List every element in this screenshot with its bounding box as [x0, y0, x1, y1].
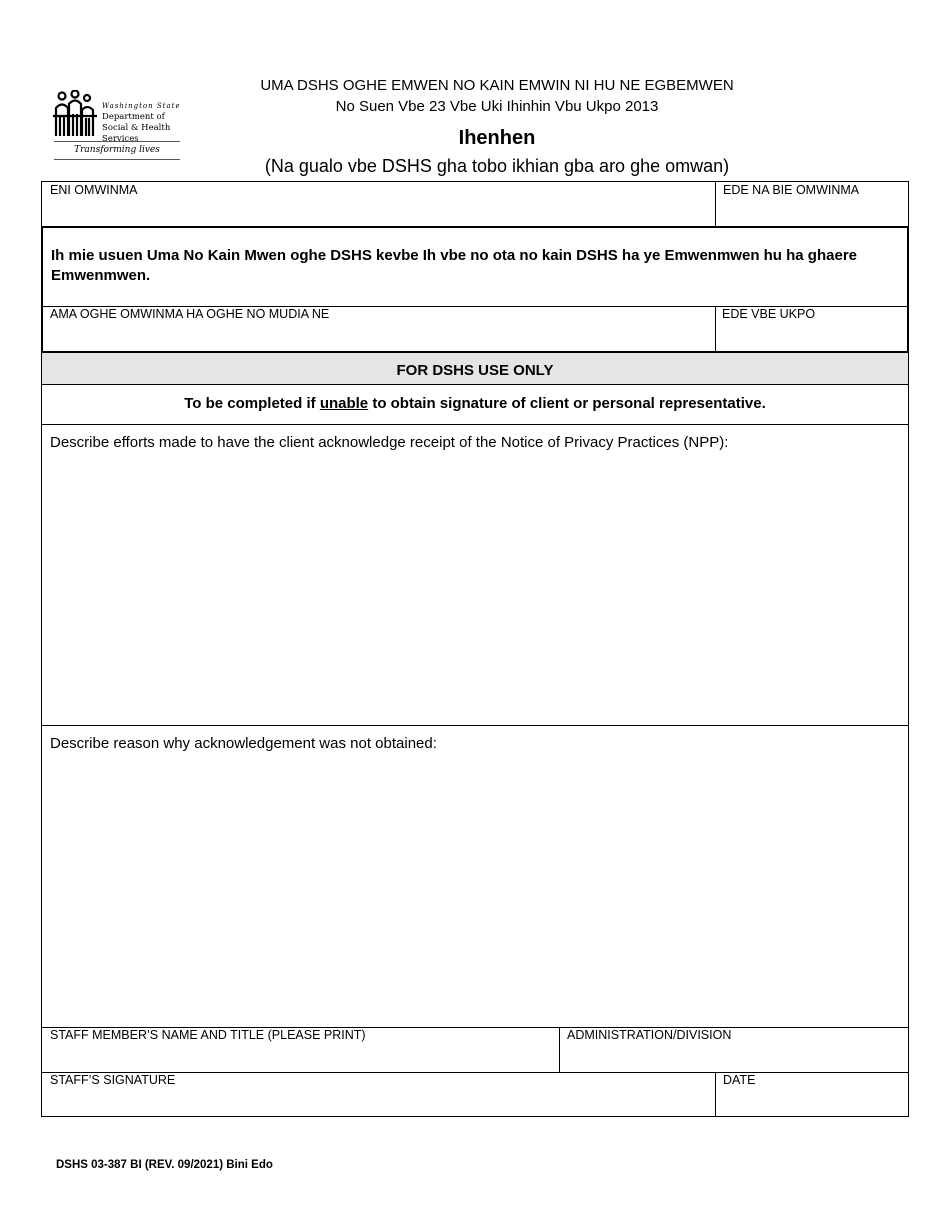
- form-note: (Na gualo vbe DSHS gha tobo ikhian gba aro ghe omwan): [264, 156, 730, 176]
- staff-signature-field[interactable]: [41, 1072, 716, 1117]
- logo-state: Washington State: [102, 102, 181, 110]
- staff-date-label: DATE: [723, 1073, 756, 1087]
- instruction-underlined: unable: [319, 395, 369, 412]
- reason-prompt: Describe reason why acknowledgement was not obtained:: [50, 735, 437, 752]
- instruction-part: To be completed if: [184, 395, 320, 412]
- dshs-use-header: [41, 352, 909, 385]
- signature-label: AMA OGHE OMWINMA HA OGHE NO MUDIA NE: [50, 307, 330, 321]
- admin-division-field[interactable]: [559, 1027, 909, 1073]
- admin-division-label: ADMINISTRATION/DIVISION: [567, 1028, 732, 1042]
- acknowledgement-statement: Ih mie usuen Uma No Kain Mwen oghe DSHS kevbe Ih vbe no ota no kain DSHS ha ye Emwenmwen hu ha ghaere Emwenmwen.: [51, 247, 858, 284]
- birth-date-field[interactable]: [715, 181, 909, 227]
- form-heading: Ihenhen: [458, 127, 536, 149]
- logo-department: Department of Social & Health Services: [102, 112, 171, 144]
- birth-date-label: EDE NA BIE OMWINMA: [723, 183, 860, 197]
- instruction-row: [41, 384, 909, 425]
- efforts-field[interactable]: [41, 424, 909, 726]
- instruction-text: [42, 395, 908, 412]
- client-name-field[interactable]: [41, 181, 716, 227]
- family-logo-icon: [52, 90, 98, 138]
- staff-name-field[interactable]: [41, 1027, 560, 1073]
- form-id: DSHS 03-387 BI (REV. 09/2021) Bini Edo: [56, 1159, 273, 1171]
- dshs-logo: [52, 88, 182, 162]
- dshs-use-heading: FOR DSHS USE ONLY: [396, 362, 554, 379]
- form-subtitle: No Suen Vbe 23 Vbe Uki Ihinhin Vbu Ukpo 2013: [335, 98, 659, 115]
- staff-name-label: STAFF MEMBER’S NAME AND TITLE (PLEASE PRINT): [50, 1028, 366, 1042]
- efforts-prompt: Describe efforts made to have the client acknowledge receipt of the Notice of Privacy Practices (NPP):: [50, 434, 729, 451]
- staff-date-field[interactable]: [715, 1072, 909, 1117]
- client-name-label: ENI OMWINMA: [50, 183, 138, 197]
- logo-tagline: Transforming lives: [74, 145, 160, 155]
- instruction-part: to obtain signature of client or personal representative.: [368, 395, 766, 412]
- logo-divider: [54, 159, 180, 160]
- staff-signature-label: STAFF’S SIGNATURE: [50, 1073, 176, 1087]
- signature-date-label: EDE VBE UKPO: [722, 307, 816, 321]
- form-title: UMA DSHS OGHE EMWEN NO KAIN EMWIN NI HU NE EGBEMWEN: [260, 77, 734, 94]
- signature-date-field[interactable]: [716, 307, 906, 352]
- reason-field[interactable]: [41, 725, 909, 1028]
- logo-divider: [54, 141, 180, 142]
- signature-field[interactable]: [43, 307, 715, 352]
- acknowledgement-block: [41, 226, 909, 353]
